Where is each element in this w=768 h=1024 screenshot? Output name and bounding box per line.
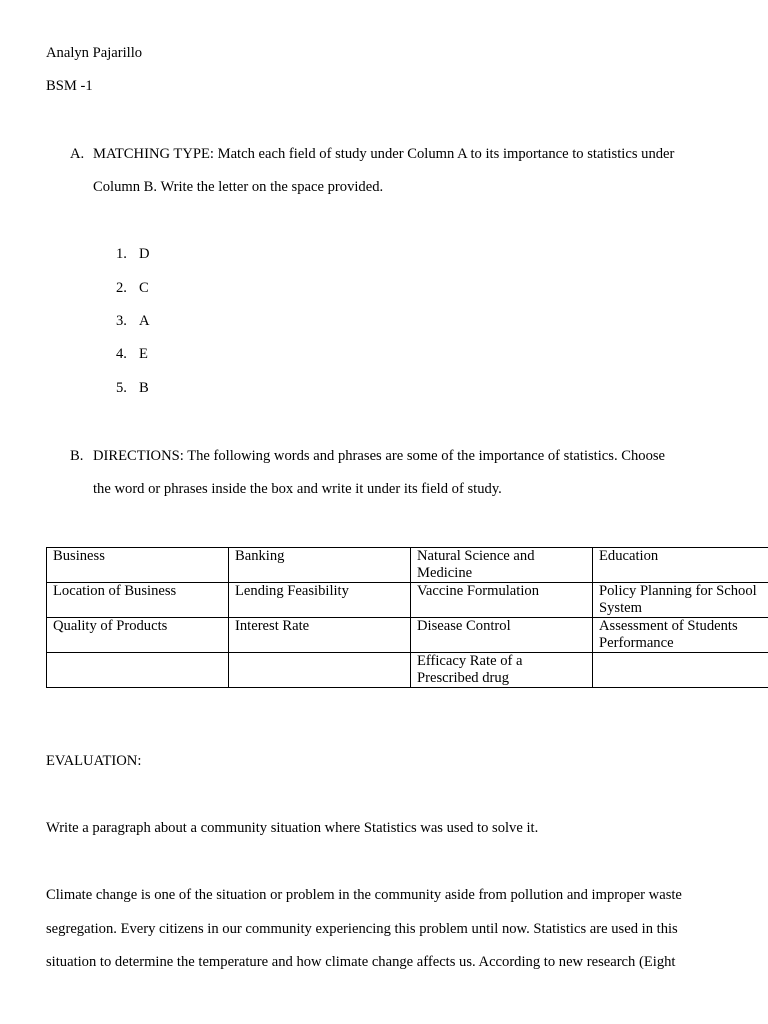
table-row: [47, 653, 768, 688]
student-name: Analyn Pajarillo: [46, 45, 143, 61]
table-header-cell: Business: [47, 548, 229, 583]
answer-item: [116, 379, 149, 397]
answer-item: [116, 312, 150, 330]
part-a-instruction-line1: MATCHING TYPE: Match each field of study under Column A to its importance to statistics under: [93, 146, 675, 162]
table-cell: Assessment of Students Performance: [593, 618, 768, 653]
table-cell: Interest Rate: [229, 618, 411, 653]
answer-number: 2.: [116, 280, 127, 296]
part-b-instruction-line1: DIRECTIONS: The following words and phrases are some of the importance of statistics. Choose: [93, 448, 666, 464]
table-header-cell: Education: [593, 548, 768, 583]
table-cell: Disease Control: [411, 618, 593, 653]
evaluation-heading: EVALUATION:: [46, 753, 142, 769]
answer-number: 3.: [116, 313, 127, 329]
answer-number: 1.: [116, 246, 127, 262]
table-cell: Lending Feasibility: [229, 583, 411, 618]
part-b-marker: B.: [70, 448, 84, 464]
evaluation-prompt: Write a paragraph about a community situation where Statistics was used to solve it.: [46, 820, 539, 836]
answer-letter: A: [139, 313, 150, 329]
table-cell: [229, 653, 411, 688]
paragraph-line: segregation. Every citizens in our community experiencing this problem until now. Statistics are used in this: [46, 921, 678, 937]
part-a-instruction-line2: Column B. Write the letter on the space provided.: [93, 179, 384, 195]
table-row: [47, 618, 768, 653]
part-b-instruction-line2: the word or phrases inside the box and write it under its field of study.: [93, 481, 502, 497]
paragraph-line: Climate change is one of the situation or problem in the community aside from pollution and improper waste: [46, 887, 682, 903]
answer-letter: B: [139, 380, 149, 396]
table-cell: Vaccine Formulation: [411, 583, 593, 618]
table-cell: Quality of Products: [47, 618, 229, 653]
table-header-cell: Banking: [229, 548, 411, 583]
table-row: [47, 583, 768, 618]
answer-letter: E: [139, 346, 148, 362]
student-section: BSM -1: [46, 78, 93, 94]
importance-table: [46, 547, 768, 688]
answer-item: [116, 345, 148, 363]
table-cell: [593, 653, 768, 688]
answer-letter: D: [139, 246, 150, 262]
table-cell: [47, 653, 229, 688]
table-header-row: [47, 548, 768, 583]
table-header-cell: Natural Science and Medicine: [411, 548, 593, 583]
paragraph-line: situation to determine the temperature and how climate change affects us. According to new research (Eight: [46, 954, 676, 970]
answer-letter: C: [139, 280, 149, 296]
answer-number: 4.: [116, 346, 127, 362]
part-a-marker: A.: [70, 146, 85, 162]
table-cell: Location of Business: [47, 583, 229, 618]
table-cell: Efficacy Rate of a Prescribed drug: [411, 653, 593, 688]
answer-number: 5.: [116, 380, 127, 396]
table-cell: Policy Planning for School System: [593, 583, 768, 618]
answer-item: [116, 279, 149, 297]
answer-item: [116, 245, 150, 263]
